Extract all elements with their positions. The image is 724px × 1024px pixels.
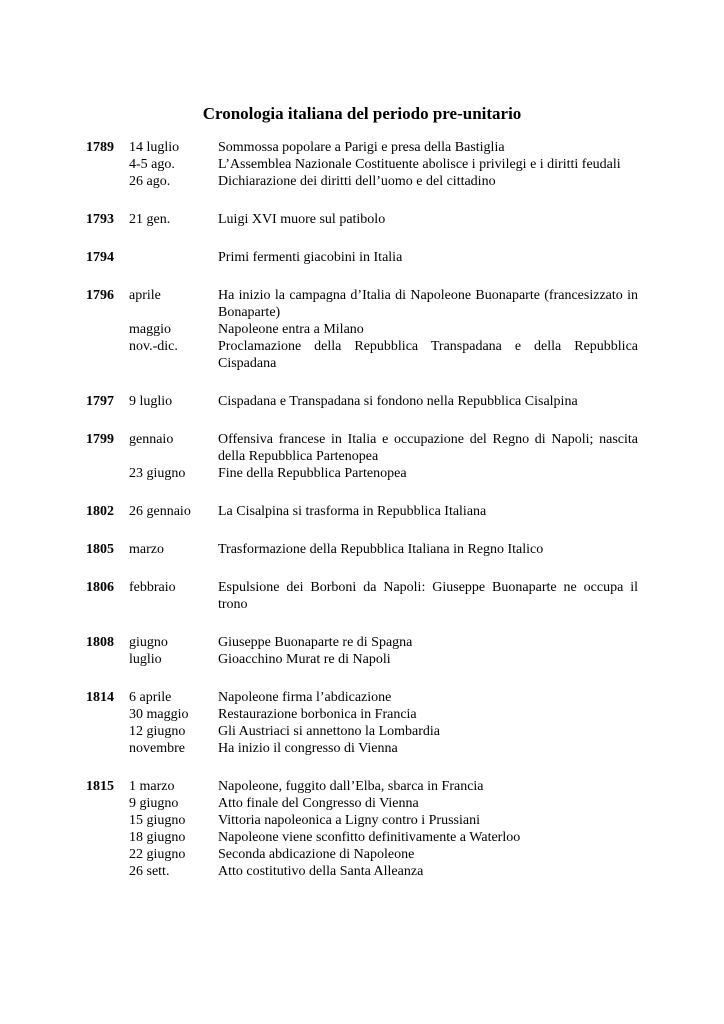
- event-description: Dichiarazione dei diritti dell’uomo e del cittadino: [218, 174, 496, 189]
- year-block-1808: [86, 634, 638, 668]
- event-date: [129, 249, 218, 266]
- event-date: gennaio: [129, 432, 174, 447]
- year-label: 1808: [86, 635, 114, 650]
- event-description: Vittoria napoleonica a Ligny contro i Prussiani: [218, 813, 480, 828]
- event-description: Restaurazione borbonica in Francia: [218, 707, 417, 722]
- year-block-1806: [86, 579, 638, 613]
- page-title: Cronologia italiana del periodo pre-unitario: [202, 104, 522, 123]
- event-date: 4-5 ago.: [129, 157, 175, 172]
- year-block-1802: [86, 503, 638, 520]
- event-date: 9 luglio: [129, 394, 173, 409]
- event-description: Primi fermenti giacobini in Italia: [218, 250, 403, 265]
- event-date: aprile: [129, 288, 161, 303]
- event-date: 26 gennaio: [129, 504, 191, 519]
- year-block-1789: [86, 139, 638, 190]
- year-block-1815: [86, 778, 638, 880]
- year-block-1805: [86, 541, 638, 558]
- event-description: Atto costitutivo della Santa Alleanza: [218, 864, 424, 879]
- event-description: Napoleone entra a Milano: [218, 322, 364, 337]
- event-date: marzo: [129, 542, 164, 557]
- event-description: Ha inizio la campagna d’Italia di Napoleone Buonaparte (francesizzato in Bonaparte): [218, 288, 638, 320]
- event-description: Napoleone firma l’abdicazione: [218, 690, 392, 705]
- chronology-timeline: [86, 139, 638, 901]
- event-date: 15 giugno: [129, 813, 186, 828]
- event-description: Offensiva francese in Italia e occupazione del Regno di Napoli; nascita della Repubblica Partenopea: [218, 432, 638, 464]
- event-description: Cispadana e Transpadana si fondono nella Repubblica Cisalpina: [218, 394, 578, 409]
- year-block-1793: [86, 211, 638, 228]
- event-description: Napoleone viene sconfitto definitivamente a Waterloo: [218, 830, 521, 845]
- year-block-1794: [86, 249, 638, 266]
- event-date: 30 maggio: [129, 707, 189, 722]
- year-label: 1797: [86, 394, 114, 409]
- event-date: 18 giugno: [129, 830, 186, 845]
- event-date: novembre: [129, 741, 185, 756]
- event-description: Ha inizio il congresso di Vienna: [218, 741, 398, 756]
- event-date: 21 gen.: [129, 212, 171, 227]
- year-block-1796: [86, 287, 638, 372]
- event-description: Napoleone, fuggito dall’Elba, sbarca in Francia: [218, 779, 484, 794]
- event-description: Proclamazione della Repubblica Transpadana e della Repubblica Cispadana: [218, 339, 638, 371]
- event-description: L’Assemblea Nazionale Costituente abolisce i privilegi e i diritti feudali: [218, 157, 621, 172]
- event-date: 12 giugno: [129, 724, 186, 739]
- event-date: 6 aprile: [129, 690, 172, 705]
- year-label: 1814: [86, 690, 114, 705]
- year-block-1799: [86, 431, 638, 482]
- year-block-1797: [86, 393, 638, 410]
- event-description: Seconda abdicazione di Napoleone: [218, 847, 415, 862]
- event-date: luglio: [129, 652, 162, 667]
- event-description: Giuseppe Buonaparte re di Spagna: [218, 635, 413, 650]
- event-description: Fine della Repubblica Partenopea: [218, 466, 407, 481]
- event-description: La Cisalpina si trasforma in Repubblica Italiana: [218, 504, 487, 519]
- year-label: 1802: [86, 504, 114, 519]
- year-label: 1794: [86, 250, 114, 265]
- year-label: 1799: [86, 432, 114, 447]
- event-description: Sommossa popolare a Parigi e presa della Bastiglia: [218, 140, 505, 155]
- event-description: Atto finale del Congresso di Vienna: [218, 796, 419, 811]
- year-label: 1789: [86, 140, 114, 155]
- year-block-1814: [86, 689, 638, 757]
- event-date: nov.-dic.: [129, 339, 178, 354]
- event-date: 26 sett.: [129, 864, 170, 879]
- event-date: 23 giugno: [129, 466, 186, 481]
- event-description: Gioacchino Murat re di Napoli: [218, 652, 391, 667]
- event-description: Trasformazione della Repubblica Italiana in Regno Italico: [218, 542, 544, 557]
- event-date: 26 ago.: [129, 174, 171, 189]
- event-date: febbraio: [129, 580, 176, 595]
- year-label: 1806: [86, 580, 114, 595]
- event-date: 1 marzo: [129, 779, 175, 794]
- year-label: 1815: [86, 779, 114, 794]
- event-description: Luigi XVI muore sul patibolo: [218, 212, 386, 227]
- event-date: 22 giugno: [129, 847, 186, 862]
- event-date: maggio: [129, 322, 171, 337]
- year-label: 1793: [86, 212, 114, 227]
- event-date: 9 giugno: [129, 796, 179, 811]
- event-date: giugno: [129, 635, 168, 650]
- event-date: 14 luglio: [129, 140, 180, 155]
- event-description: Espulsione dei Borboni da Napoli: Giuseppe Buonaparte ne occupa il trono: [218, 580, 638, 612]
- event-description: Gli Austriaci si annettono la Lombardia: [218, 724, 441, 739]
- year-label: 1796: [86, 288, 114, 303]
- year-label: 1805: [86, 542, 114, 557]
